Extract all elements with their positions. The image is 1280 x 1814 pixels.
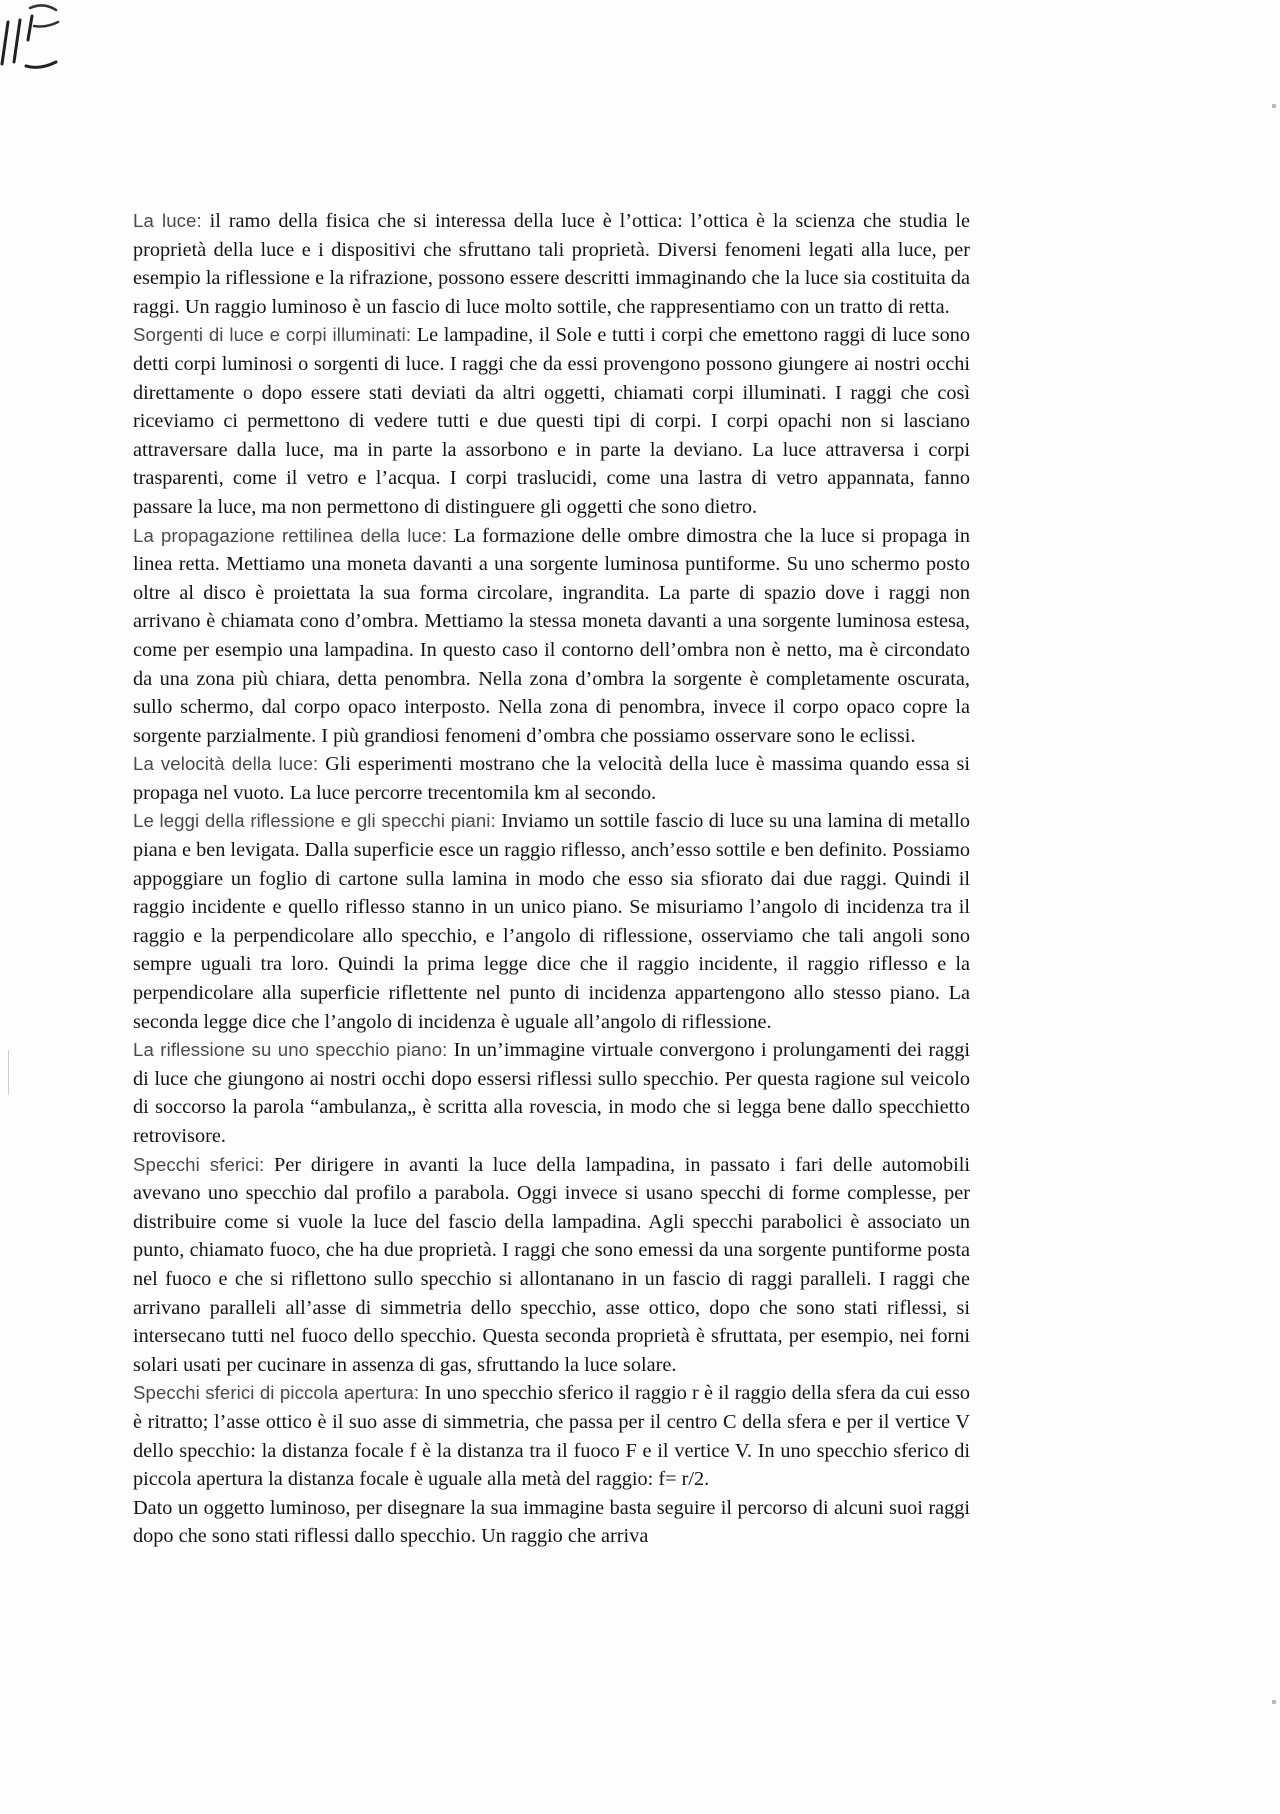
paragraph-text: Dato un oggetto luminoso, per disegnare la sua immagine basta seguire il percorso di alcuni suoi raggi dopo che sono stati riflessi dallo specchio. Un raggio che arriva xyxy=(133,1496,970,1548)
scan-speck xyxy=(1272,1700,1276,1704)
paragraph-text: Inviamo un sottile fascio di luce su una lamina di metallo piana e ben levigata. Dalla superficie esce un raggio riflesso, anch’esso sottile e ben definito. Possiamo appoggiare un foglio di cartone sulla lamina in modo che esso sia sfiorato dai due raggi. Quindi il raggio incidente e quello riflesso stanno in un unico piano. Se misuriamo l’angolo di incidenza tra il raggio e la perpendicolare allo specchio, e l’angolo di riflessione, osserviamo che tali angoli sono sempre uguali tra loro. Quindi la prima legge dice che il raggio incidente, il raggio riflesso e la perpendicolare alla superficie riflettente nel punto di incidenza appartengono allo stesso piano. La seconda legge dice che l’angolo di incidenza è uguale all’angolo di riflessione. xyxy=(133,810,970,1033)
paragraph-propagazione-rettilinea xyxy=(133,522,970,751)
paragraph-text: Per dirigere in avanti la luce della lampadina, in passato i fari delle automobili avevano uno specchio dal profilo a parabola. Oggi invece si usano specchi di forme complesse, per distribuire come si vuole la luce del fascio della lampadina. Agli specchi parabolici è associato un punto, chiamato fuoco, che ha due proprietà. I raggi che sono emessi da una sorgente puntiforme posta nel fuoco e che si riflettono sullo specchio si allontanano in un fascio di raggi paralleli. I raggi che arrivano paralleli all’asse di simmetria dello specchio, asse ottico, dopo che sono stati riflessi, si intersecano tutti nel fuoco dello specchio. Questa seconda proprietà è sfruttata, per esempio, nei forni solari usati per cucinare in assenza di gas, sfruttando la luce solare. xyxy=(133,1153,970,1376)
paragraph-leggi-della-riflessione xyxy=(133,807,970,1036)
section-heading: La luce: xyxy=(133,210,202,231)
paragraph-oggetto-luminoso xyxy=(133,1494,970,1551)
paragraph-text: Le lampadine, il Sole e tutti i corpi che emettono raggi di luce sono detti corpi luminosi o sorgenti di luce. I raggi che da essi provengono possono giungere ai nostri occhi direttamente o dopo essere stati deviati da altri oggetti, chiamati corpi illuminati. I raggi che così riceviamo ci permettono di vedere tutti e due questi tipi di corpi. I corpi opachi non si lasciano attraversare dalla luce, ma in parte la assorbono e in parte la deviano. La luce attraversa i corpi trasparenti, come il vetro e l’acqua. I corpi traslucidi, come una lastra di vetro appannata, fanno passare la luce, ma non permettono di distinguere gli oggetti che sono dietro. xyxy=(133,324,970,518)
scan-margin-mark xyxy=(8,1050,9,1095)
handwritten-scratch-marks-icon xyxy=(0,0,60,90)
section-heading: La velocità della luce: xyxy=(133,753,319,775)
paragraph-riflessione-specchio-piano xyxy=(133,1036,970,1150)
paragraph-specchi-sferici xyxy=(133,1151,970,1380)
scan-speck xyxy=(1272,104,1276,108)
paragraph-sorgenti-di-luce xyxy=(133,321,970,521)
paragraph-la-luce xyxy=(133,207,970,321)
paragraph-text: La formazione delle ombre dimostra che la luce si propaga in linea retta. Mettiamo una moneta davanti a una sorgente luminosa puntiforme. Su uno schermo posto oltre al disco è proiettata la sua forma circolare, ingrandita. La parte di spazio dove i raggi non arrivano è chiamata cono d’ombra. Mettiamo la stessa moneta davanti a una sorgente luminosa estesa, come per esempio una lampadina. In questo caso il contorno dell’ombra non è netto, ma è circondato da una zona più chiara, detta penombra. Nella zona d’ombra la sorgente è completamente oscurata, sullo schermo, dal corpo opaco interposto. Nella zona di penombra, invece il corpo opaco copre la sorgente parzialmente. I più grandiosi fenomeni d’ombra che possiamo osservare sono le eclissi. xyxy=(133,524,970,747)
section-heading: La riflessione su uno specchio piano: xyxy=(133,1039,448,1061)
section-heading: Sorgenti di luce e corpi illuminati: xyxy=(133,324,412,346)
paragraph-text: In uno specchio sferico il raggio r è il raggio della sfera da cui esso è ritratto; l’asse ottico è il suo asse di simmetria, che passa per il centro C della sfera e per il vertice V dello specchio: la distanza focale f è la distanza tra il fuoco F e il vertice V. In uno specchio sferico di piccola apertura la distanza focale è uguale alla metà del raggio: f= r/2. xyxy=(133,1382,970,1491)
paragraph-velocita-della-luce xyxy=(133,750,970,807)
paragraph-text: In un’immagine virtuale convergono i prolungamenti dei raggi di luce che giungono ai nostri occhi dopo essersi riflessi sullo specchio. Per questa ragione sul veicolo di soccorso la parola “ambulanza„ è scritta alla rovescia, in modo che si legga bene dallo specchietto retrovisore. xyxy=(133,1039,970,1147)
section-heading: Specchi sferici: xyxy=(133,1153,265,1175)
paragraph-specchi-piccola-apertura xyxy=(133,1379,970,1493)
section-heading: La propagazione rettilinea della luce: xyxy=(133,524,447,546)
paragraph-text: il ramo della fisica che si interessa della luce è l’ottica: l’ottica è la scienza che studia le proprietà della luce e i dispositivi che sfruttano tali proprietà. Diversi fenomeni legati alla luce, per esempio la riflessione e la rifrazione, possono essere descritti immaginando che la luce sia costituita da raggi. Un raggio luminoso è un fascio di luce molto sottile, che rappresentiamo con un tratto di retta. xyxy=(133,210,970,318)
document-body xyxy=(133,207,970,1551)
paragraph-text: Gli esperimenti mostrano che la velocità della luce è massima quando essa si propaga nel vuoto. La luce percorre trecentomila km al secondo. xyxy=(133,753,970,804)
section-heading: Le leggi della riflessione e gli specchi piani: xyxy=(133,810,496,832)
section-heading: Specchi sferici di piccola apertura: xyxy=(133,1382,420,1404)
